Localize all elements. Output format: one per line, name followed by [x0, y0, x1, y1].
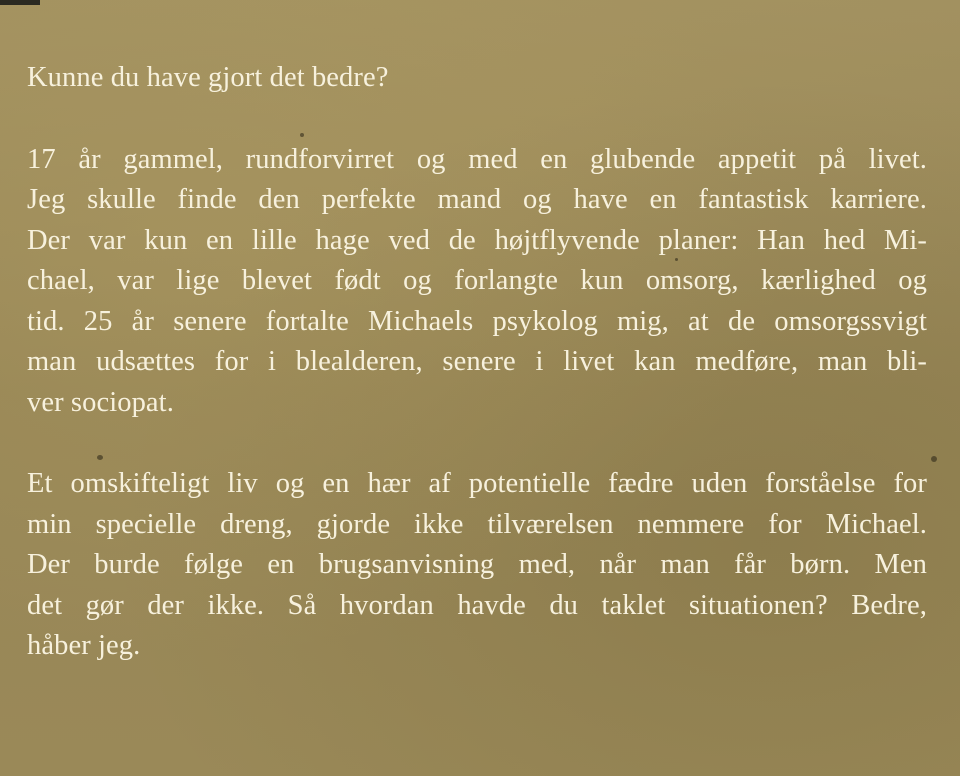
paragraph-gap: [27, 99, 927, 140]
paragraph-line: Der burde følge en brugsanvisning med, når man får børn. Men: [27, 549, 927, 580]
paragraph-line: håber jeg.: [27, 630, 141, 661]
top-edge-strip: [0, 0, 40, 5]
paragraph-line: 17 år gammel, rundforvirret og med en glubende appetit på livet.: [27, 143, 927, 175]
paragraph-line: Der var kun en lille hage ved de højtflyvende planer: Han hed Mi-: [27, 224, 927, 256]
paragraph-line: min specielle dreng, gjorde ikke tilværelsen nemmere for Michael.: [27, 508, 927, 540]
paragraph-line: chael, var lige blevet født og forlangte kun omsorg, kærlighed og: [27, 265, 927, 296]
paragraph-line: det gør der ikke. Så hvordan havde du taklet situationen? Bedre,: [27, 589, 927, 621]
heading: Kunne du have gjort det bedre?: [27, 62, 389, 93]
paragraph-line: man udsættes for i blealderen, senere i livet kan medføre, man bli-: [27, 346, 927, 377]
paragraph-2: [27, 464, 927, 667]
paragraph-line: Et omskifteligt liv og en hær af potentielle fædre uden forståelse for: [27, 468, 927, 499]
paragraph-1: [27, 140, 927, 424]
paragraph-gap: [27, 423, 927, 464]
paragraph-line: tid. 25 år senere fortalte Michaels psykolog mig, at de omsorgssvigt: [27, 305, 927, 337]
paragraph-line: Jeg skulle finde den perfekte mand og have en fantastisk karriere.: [27, 184, 927, 215]
paper-speck: [931, 456, 937, 462]
book-back-cover-text: [27, 58, 927, 667]
paragraph-line: ver sociopat.: [27, 386, 174, 418]
